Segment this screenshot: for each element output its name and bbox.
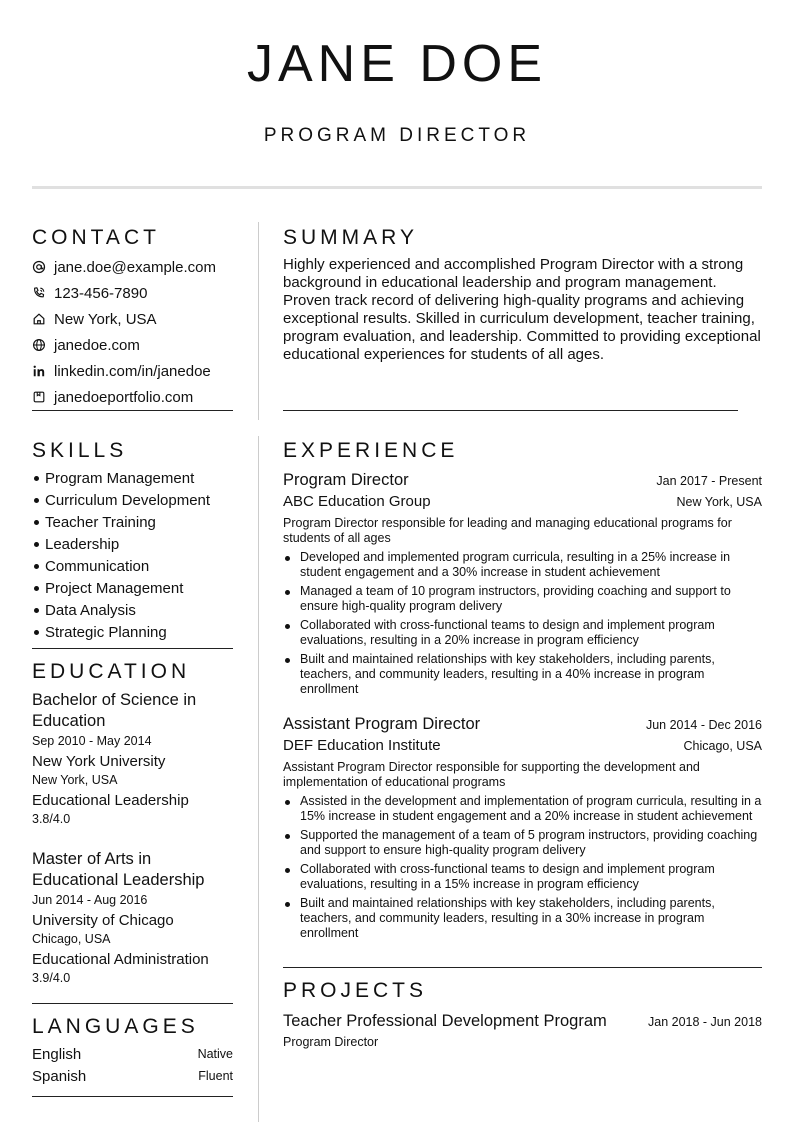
contact-location	[32, 306, 242, 332]
skill-item	[32, 490, 242, 512]
education-degree: Master of Arts in Educational Leadership	[32, 850, 205, 889]
home-icon	[32, 312, 46, 326]
experience-description: Program Director responsible for leading and managing educational programs for students of all ages	[283, 516, 732, 545]
project-dates: Jan 2018 - Jun 2018	[648, 1015, 762, 1029]
project-entry	[283, 1010, 762, 1050]
education-school: New York University	[32, 753, 166, 770]
experience-bullet: Collaborated with cross-functional teams to design and implement program evaluations, resulting in a 20% increase in program efficiency	[283, 618, 762, 648]
projects-heading: PROJECTS	[283, 979, 428, 1002]
project-role: Program Director	[283, 1035, 379, 1049]
bullet-dot-icon	[34, 542, 39, 547]
contact-divider	[32, 410, 233, 411]
contact-phone[interactable]	[32, 280, 242, 306]
portfolio-icon	[32, 390, 46, 404]
education-gpa: 3.8/4.0	[32, 812, 71, 826]
experience-title: Program Director	[283, 471, 409, 489]
education-location: New York, USA	[32, 773, 118, 787]
skill-label: Program Management	[45, 470, 195, 487]
skill-label: Strategic Planning	[45, 624, 167, 641]
skill-label: Communication	[45, 558, 150, 575]
candidate-name: JANE DOE	[246, 35, 548, 93]
skill-item	[32, 534, 242, 556]
experience-bullet: Collaborated with cross-functional teams to design and implement program evaluations, resulting in a 15% increase in program efficiency	[283, 862, 762, 892]
contact-linkedin-text: linkedin.com/in/janedoe	[54, 362, 211, 380]
phone-icon	[32, 286, 46, 300]
bullet-dot-icon	[34, 586, 39, 591]
bullet-dot-icon	[34, 498, 39, 503]
contact-linkedin[interactable]	[32, 358, 242, 384]
project-title: Teacher Professional Development Program	[283, 1012, 607, 1030]
education-dates: Jun 2014 - Aug 2016	[32, 893, 148, 907]
skill-label: Curriculum Development	[45, 492, 211, 509]
education-entry	[32, 690, 232, 828]
experience-bullets	[283, 794, 762, 941]
contact-phone-text: 123-456-7890	[54, 284, 148, 302]
experience-bullet: Developed and implemented program curricula, resulting in a 25% increase in student engagement and a 30% increase in student achievement	[283, 550, 762, 580]
contact-portfolio-text: janedoeportfolio.com	[54, 388, 194, 406]
language-level: Fluent	[198, 1069, 233, 1083]
language-level: Native	[197, 1047, 233, 1061]
experience-entry	[283, 469, 762, 701]
experience-description: Assistant Program Director responsible for supporting the development and implementation of educational programs	[283, 760, 700, 789]
contact-heading: CONTACT	[32, 226, 160, 249]
experience-location: New York, USA	[676, 495, 762, 509]
header-divider	[32, 186, 762, 189]
bullet-dot-icon	[34, 564, 39, 569]
skills-divider	[32, 648, 233, 649]
language-name: Spanish	[32, 1067, 87, 1085]
experience-company: ABC Education Group	[283, 493, 431, 510]
skills-list	[32, 468, 242, 644]
experience-heading: EXPERIENCE	[283, 439, 459, 462]
experience-dates: Jan 2017 - Present	[656, 474, 762, 488]
contact-portfolio[interactable]	[32, 384, 242, 410]
at-icon	[32, 260, 46, 274]
experience-divider	[283, 967, 762, 968]
globe-icon	[32, 338, 46, 352]
languages-heading: LANGUAGES	[32, 1015, 199, 1038]
language-name: English	[32, 1045, 82, 1063]
bullet-dot-icon	[34, 608, 39, 613]
job-title: PROGRAM DIRECTOR	[263, 125, 531, 146]
contact-website[interactable]	[32, 332, 242, 358]
skill-item	[32, 600, 242, 622]
bullet-dot-icon	[34, 476, 39, 481]
experience-bullet: Built and maintained relationships with key stakeholders, including parents, teachers, and community leaders, resulting in a 40% increase in program enrollment	[283, 652, 762, 697]
experience-bullets	[283, 550, 762, 697]
education-degree: Bachelor of Science in Education	[32, 691, 197, 730]
education-divider	[32, 1003, 233, 1004]
column-divider-top	[258, 222, 259, 420]
skill-item	[32, 622, 242, 644]
contact-email-text: jane.doe@example.com	[54, 258, 216, 276]
skill-label: Project Management	[45, 580, 184, 597]
skill-item	[32, 512, 242, 534]
education-dates: Sep 2010 - May 2014	[32, 734, 152, 748]
skill-label: Teacher Training	[45, 514, 156, 531]
experience-dates: Jun 2014 - Dec 2016	[645, 718, 762, 732]
skill-item	[32, 556, 242, 578]
experience-location: Chicago, USA	[683, 739, 762, 753]
experience-bullet: Built and maintained relationships with key stakeholders, including parents, teachers, and community leaders, resulting in a 30% increase in program enrollment	[283, 896, 762, 941]
bullet-dot-icon	[34, 520, 39, 525]
skill-item	[32, 578, 242, 600]
language-row	[32, 1043, 233, 1065]
experience-bullet: Assisted in the development and implementation of program curricula, resulting in a 15% increase in student engagement and a 20% increase in student achievement	[283, 794, 762, 824]
experience-entry	[283, 713, 762, 945]
contact-location-text: New York, USA	[54, 310, 157, 328]
contact-email[interactable]	[32, 254, 242, 280]
experience-bullet: Managed a team of 10 program instructors, providing coaching and support to ensure high-quality program delivery	[283, 584, 762, 614]
skill-label: Leadership	[45, 536, 120, 553]
skills-heading: SKILLS	[32, 439, 128, 462]
education-location: Chicago, USA	[32, 932, 111, 946]
education-entry	[32, 849, 232, 987]
skill-label: Data Analysis	[45, 602, 136, 619]
language-row	[32, 1065, 233, 1087]
education-field: Educational Administration	[32, 951, 209, 968]
skill-item	[32, 468, 242, 490]
education-heading: EDUCATION	[32, 660, 191, 683]
summary-divider	[283, 410, 738, 411]
experience-bullet: Supported the management of a team of 5 program instructors, providing coaching and support to ensure high-quality program delivery	[283, 828, 762, 858]
column-divider-bottom	[258, 436, 259, 1122]
languages-divider	[32, 1096, 233, 1097]
experience-title: Assistant Program Director	[283, 715, 481, 733]
education-gpa: 3.9/4.0	[32, 971, 71, 985]
languages-list	[32, 1043, 233, 1087]
linkedin-icon	[32, 364, 46, 378]
education-school: University of Chicago	[32, 912, 174, 929]
summary-text: Highly experienced and accomplished Program Director with a strong background in educational leadership and program management. Proven track record of delivering high-quality programs and achieving exceptional results. Skilled in curriculum development, teacher training, program evaluation, and leadership. Committed to providing exceptional educational experiences for students of all ages.	[283, 256, 761, 363]
contact-website-text: janedoe.com	[54, 336, 140, 354]
summary-heading: SUMMARY	[283, 226, 418, 249]
education-field: Educational Leadership	[32, 792, 189, 809]
experience-company: DEF Education Institute	[283, 737, 441, 754]
bullet-dot-icon	[34, 630, 39, 635]
contact-list	[32, 254, 242, 410]
